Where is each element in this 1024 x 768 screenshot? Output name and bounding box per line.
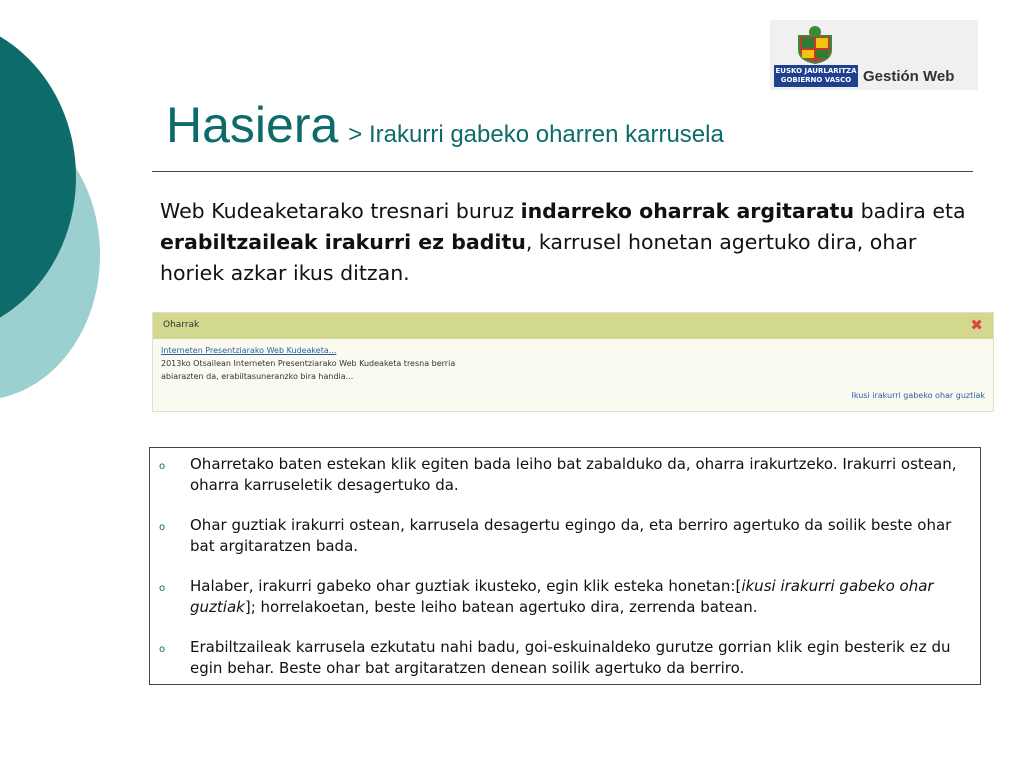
intro-text-3: , karrusel honetan agertuko dira, ohar horiek azkar ikus ditzan. xyxy=(160,230,917,285)
list-item xyxy=(159,515,972,557)
intro-text-2: badira eta xyxy=(854,199,966,223)
bullet-icon: o xyxy=(159,583,166,594)
gestion-web-logo xyxy=(770,20,978,90)
coat-of-arms-icon xyxy=(794,24,836,64)
list-item-text: Ohar guztiak irakurri ostean, karrusela desagertu egingo da, eta berriro agertuko da soilik beste ohar bat argitaratzen bada. xyxy=(190,516,952,555)
brand-name: Gestión Web xyxy=(863,68,955,85)
intro-bold-2: erabiltzaileak irakurri ez baditu xyxy=(160,230,526,254)
instructions-box xyxy=(149,447,981,685)
list-item xyxy=(159,454,972,496)
notice-carousel-screenshot xyxy=(152,312,994,412)
intro-paragraph xyxy=(160,196,980,289)
close-icon[interactable]: ✖ xyxy=(970,316,983,334)
page-title xyxy=(166,96,724,154)
list-item-text: Erabiltzaileak karrusela ezkutatu nahi badu, goi-eskuinaldeko gurutze gorrian klik egin besterik ez du egin behar. Beste ohar bat argitaratzen denean soilik agertuko da berriro. xyxy=(190,638,951,677)
notice-header-label: Oharrak xyxy=(163,320,200,330)
intro-bold-1: indarreko oharrak argitaratu xyxy=(520,199,855,223)
title-subtitle: > Irakurri gabeko oharren karrusela xyxy=(348,121,724,148)
list-item-text-post: ]; horrelakoetan, beste leiho batean agertuko dira, zerrenda batean. xyxy=(244,598,758,616)
title-divider xyxy=(152,171,973,172)
government-band: EUSKO JAURLARITZA GOBIERNO VASCO xyxy=(774,65,858,87)
list-item-text: Oharretako baten estekan klik egiten bada leiho bat zabalduko da, oharra irakurtzeko. Irakurri ostean, oharra karruseletik desagertuko da. xyxy=(190,455,957,494)
notice-item-link[interactable]: Interneten Presentziarako Web Kudeaketa... xyxy=(161,346,337,355)
list-item-text-italic: ikusi irakurri gabeko ohar guztiak xyxy=(190,577,934,616)
notice-header-bar xyxy=(153,313,993,339)
list-item-text-pre: Halaber, irakurri gabeko ohar guztiak ikusteko, egin klik esteka honetan:[ xyxy=(190,577,742,595)
notice-item-description: 2013ko Otsailean Interneten Presentziarako Web Kudeaketa tresna berria abiarazten da, erabiltasuneranzko bira handia... xyxy=(161,359,456,381)
bullet-icon: o xyxy=(159,644,166,655)
list-item xyxy=(159,576,972,618)
title-main: Hasiera xyxy=(166,97,339,153)
view-all-unread-link[interactable]: Ikusi irakurri gabeko ohar guztiak xyxy=(851,391,985,400)
list-item xyxy=(159,637,972,679)
intro-text-1: Web Kudeaketarako tresnari buruz xyxy=(160,199,521,223)
bullet-icon: o xyxy=(159,522,166,533)
bullet-icon: o xyxy=(159,461,166,472)
